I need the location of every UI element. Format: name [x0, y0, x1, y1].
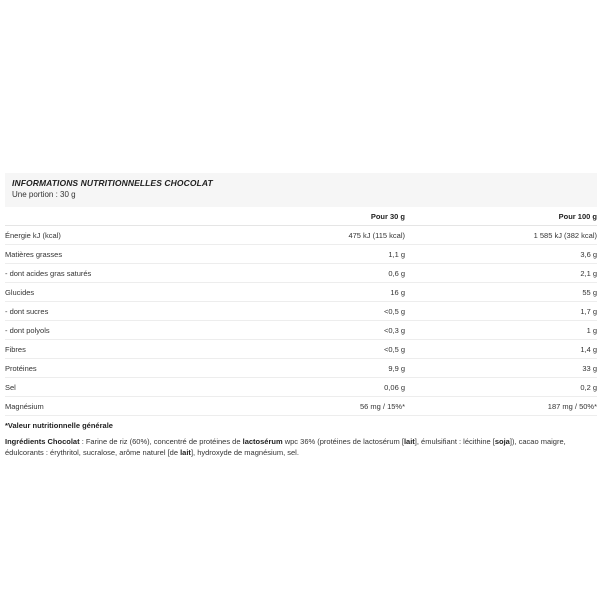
- value-per-100g: 0,2 g: [405, 378, 597, 397]
- nutrient-name: Matières grasses: [5, 245, 215, 264]
- value-per-100g: 1 g: [405, 321, 597, 340]
- table-row: [5, 245, 597, 264]
- nutrient-name: - dont acides gras saturés: [5, 264, 215, 283]
- value-per-100g: 1,4 g: [405, 340, 597, 359]
- ingredients-text: [5, 436, 597, 458]
- allergen-highlight: soja: [494, 437, 510, 446]
- nutrient-name: Énergie kJ (kcal): [5, 226, 215, 245]
- table-row: [5, 359, 597, 378]
- allergen-highlight: lait: [403, 437, 415, 446]
- value-per-100g: 2,1 g: [405, 264, 597, 283]
- ingredients-segment: ], émulsifiant : lécithine [: [414, 437, 495, 446]
- value-per-portion: 16 g: [215, 283, 405, 302]
- ingredients-segment: ], hydroxyde de magnésium, sel.: [190, 448, 299, 457]
- value-per-portion: 475 kJ (115 kcal): [215, 226, 405, 245]
- table-row: [5, 397, 597, 416]
- column-header-per-100g: Pour 100 g: [405, 207, 597, 226]
- table-header-row: [5, 207, 597, 226]
- table-row: [5, 302, 597, 321]
- ingredients-label: Ingrédients Chocolat: [5, 437, 80, 446]
- value-per-portion: 9,9 g: [215, 359, 405, 378]
- footnote: *Valeur nutritionnelle générale: [5, 421, 113, 430]
- ingredients-segment: ]), cacao maigre, édulcorants : érythritol, sucralose, arôme naturel [de: [5, 437, 566, 457]
- table-row: [5, 283, 597, 302]
- table-row: [5, 264, 597, 283]
- nutrient-name: Protéines: [5, 359, 215, 378]
- allergen-highlight: lactosérum: [242, 437, 283, 446]
- value-per-100g: 33 g: [405, 359, 597, 378]
- portion-size: Une portion : 30 g: [12, 190, 76, 199]
- value-per-100g: 55 g: [405, 283, 597, 302]
- table-row: [5, 340, 597, 359]
- table-row: [5, 226, 597, 245]
- value-per-100g: 1,7 g: [405, 302, 597, 321]
- nutrient-name: - dont sucres: [5, 302, 215, 321]
- value-per-portion: <0,5 g: [215, 340, 405, 359]
- ingredients-segment: : Farine de riz (60%), concentré de protéines de: [81, 437, 243, 446]
- nutrient-name: Glucides: [5, 283, 215, 302]
- nutrient-name: Magnésium: [5, 397, 215, 416]
- value-per-100g: 3,6 g: [405, 245, 597, 264]
- allergen-highlight: lait: [180, 448, 191, 457]
- column-header-nutrient: [5, 207, 215, 226]
- value-per-portion: 1,1 g: [215, 245, 405, 264]
- value-per-portion: 56 mg / 15%*: [215, 397, 405, 416]
- nutrition-panel: [5, 173, 597, 458]
- value-per-100g: 1 585 kJ (382 kcal): [405, 226, 597, 245]
- nutrition-table-body: [5, 226, 597, 416]
- ingredients-segment: wpc 36% (protéines de lactosérum [: [282, 437, 404, 446]
- table-row: [5, 378, 597, 397]
- value-per-portion: <0,3 g: [215, 321, 405, 340]
- value-per-100g: 187 mg / 50%*: [405, 397, 597, 416]
- table-row: [5, 321, 597, 340]
- nutrient-name: - dont polyols: [5, 321, 215, 340]
- value-per-portion: <0,5 g: [215, 302, 405, 321]
- value-per-portion: 0,6 g: [215, 264, 405, 283]
- nutrient-name: Fibres: [5, 340, 215, 359]
- nutrition-header: [5, 173, 597, 207]
- column-header-per-portion: Pour 30 g: [215, 207, 405, 226]
- nutrition-table: [5, 207, 597, 416]
- value-per-portion: 0,06 g: [215, 378, 405, 397]
- nutrition-title: INFORMATIONS NUTRITIONNELLES CHOCOLAT: [12, 178, 213, 188]
- nutrient-name: Sel: [5, 378, 215, 397]
